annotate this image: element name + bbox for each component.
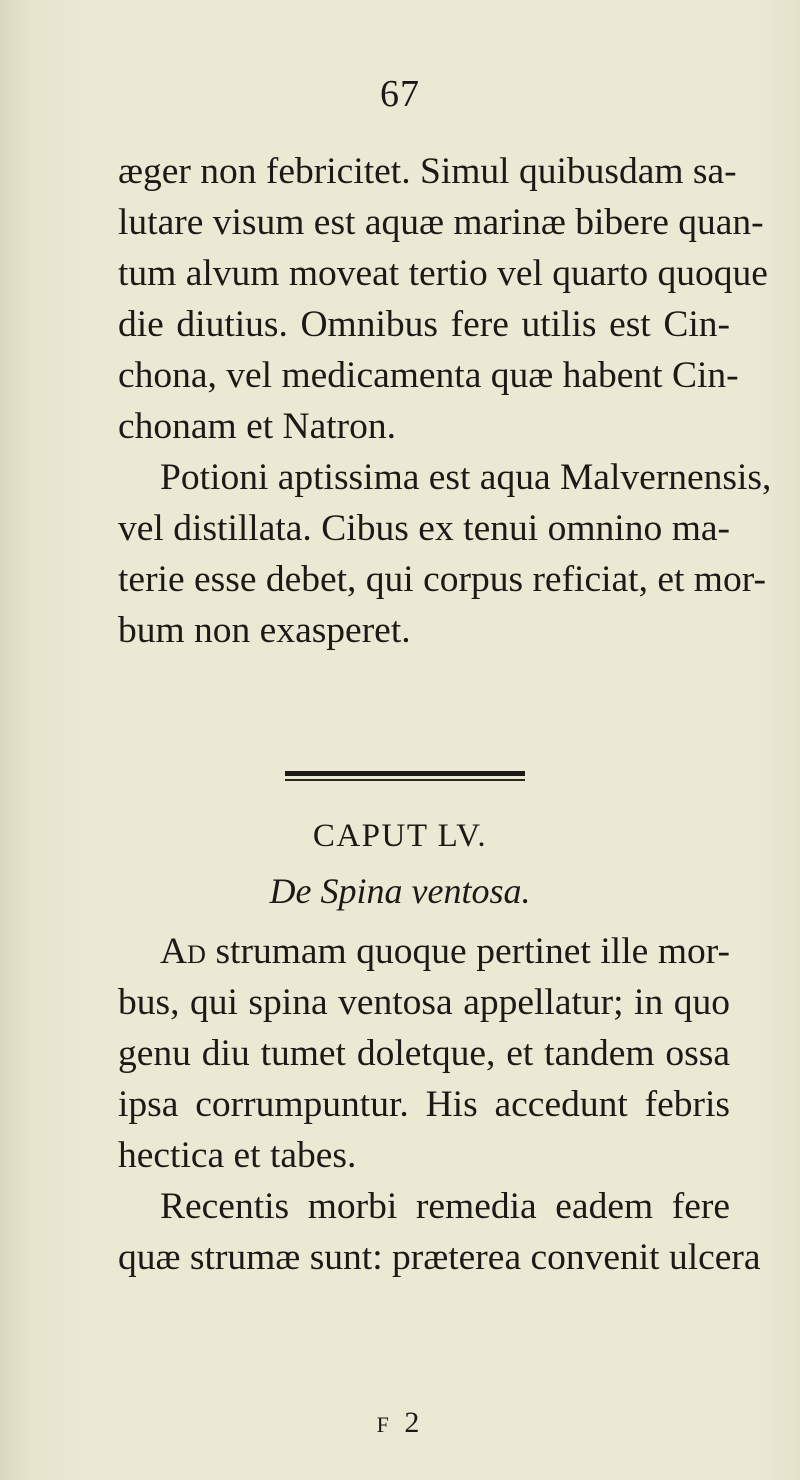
text-line: die diutius. Omnibus fere utilis est Cin- <box>118 304 730 345</box>
text-line: Potioni aptissima est aqua Malvernensis, <box>160 457 772 498</box>
text-block-lower <box>118 926 761 1283</box>
text-line: vel distillata. Cibus ex tenui omnino ma- <box>118 508 730 549</box>
signature-mark <box>0 1406 800 1440</box>
text-block-upper <box>118 146 772 656</box>
text-line: bum non exasperet. <box>118 610 411 651</box>
section-divider-thick <box>285 771 525 776</box>
paragraph-4 <box>118 1181 761 1283</box>
first-line-text: strumam quoque pertinet ille mor- <box>205 931 730 972</box>
signature-number: 2 <box>404 1406 424 1439</box>
text-line: hectica et tabes. <box>118 1135 357 1176</box>
chapter-heading: CAPUT LV. <box>312 818 488 854</box>
text-line: æger non febricitet. Simul quibusdam sa- <box>118 151 737 192</box>
section-divider-thin <box>285 779 525 781</box>
paragraph-1 <box>118 146 768 452</box>
paragraph-3 <box>118 926 730 1181</box>
text-line-first <box>118 926 730 977</box>
initial-word: Ad <box>160 931 206 972</box>
text-line: chonam et Natron. <box>118 406 397 447</box>
text-line: terie esse debet, qui corpus reficiat, et mor- <box>118 559 766 600</box>
text-line: quæ strumæ sunt: præterea convenit ulcera <box>118 1237 761 1278</box>
text-line: ipsa corrumpuntur. His accedunt febris <box>118 1084 730 1125</box>
paragraph-2 <box>118 452 772 656</box>
chapter-title: De Spina ventosa. <box>269 871 531 911</box>
text-line: bus, qui spina ventosa appellatur; in quo <box>118 982 730 1023</box>
signature-letter: F <box>376 1412 393 1437</box>
text-line: chona, vel medicamenta quæ habent Cin- <box>118 355 739 396</box>
page-number: 67 <box>380 73 420 115</box>
text-line: lutare visum est aquæ marinæ bibere quan- <box>118 202 764 243</box>
text-line: tum alvum moveat tertio vel quarto quoque <box>118 253 768 294</box>
text-line: genu diu tumet doletque, et tandem ossa <box>118 1033 730 1074</box>
text-line: Recentis morbi remedia eadem fere <box>160 1186 730 1227</box>
